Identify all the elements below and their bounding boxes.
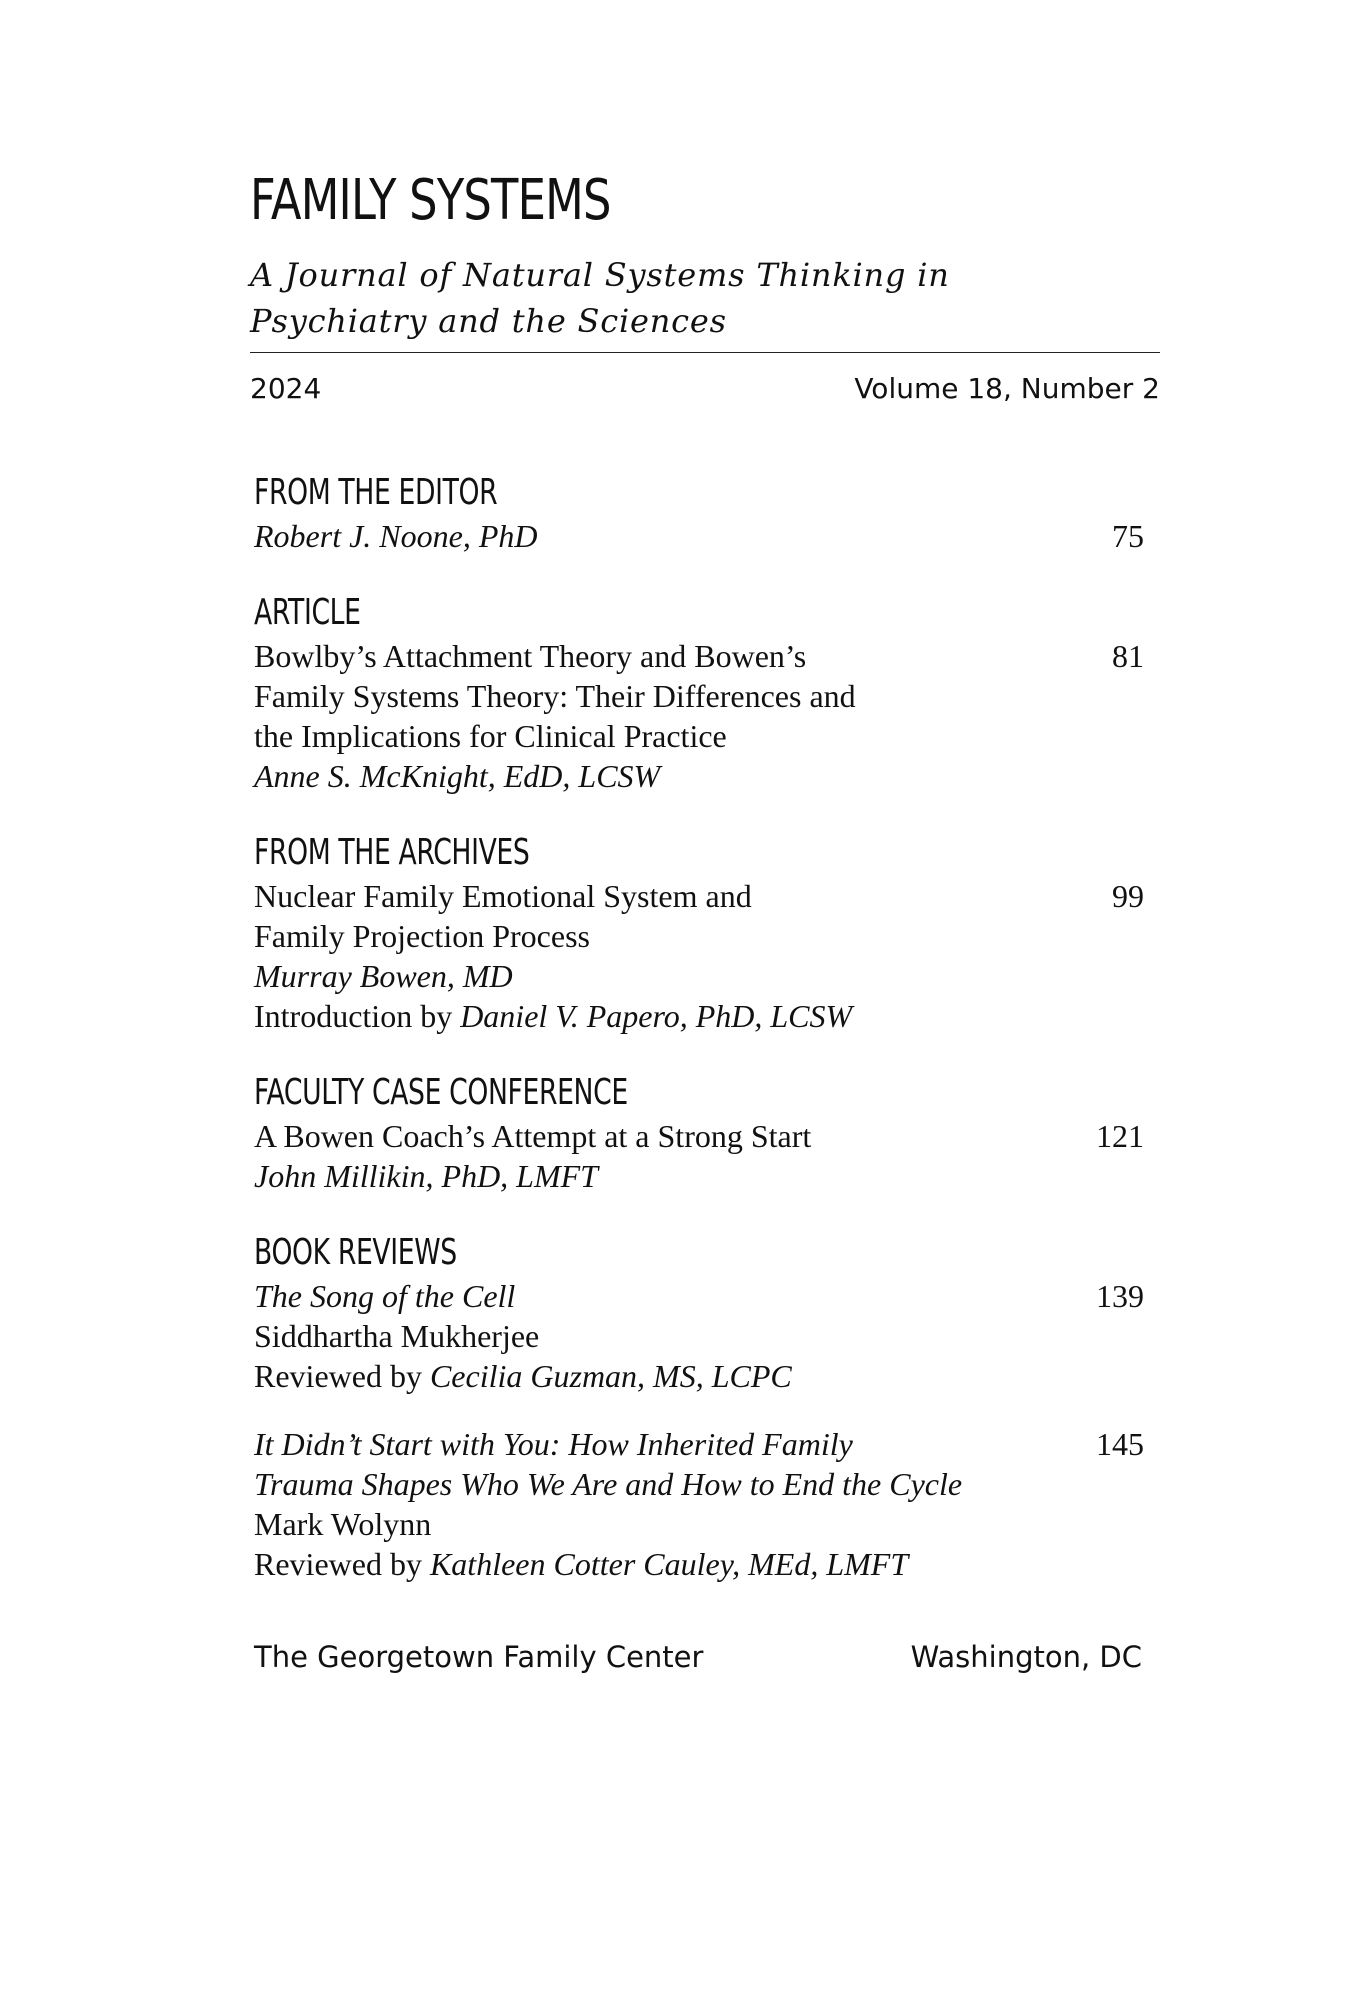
header-divider (250, 352, 1160, 353)
publisher-location: Washington, DC (910, 1640, 1142, 1674)
entry-author: Murray Bowen, MD (254, 958, 513, 994)
toc-entry (254, 1424, 1144, 1584)
entry-title-line: Nuclear Family Emotional System and (254, 878, 752, 914)
page-number: 121 (1096, 1118, 1144, 1154)
entry-title-line: Family Systems Theory: Their Differences and (254, 678, 856, 714)
intro-prefix: Introduction by (254, 998, 461, 1034)
book-title: It Didn’t Start with You: How Inherited Family (254, 1426, 853, 1462)
book-title: Trauma Shapes Who We Are and How to End the Cycle (254, 1466, 963, 1502)
book-author: Siddhartha Mukherjee (254, 1318, 540, 1354)
reviewer: Cecilia Guzman, MS, LCPC (429, 1358, 792, 1394)
table-of-contents (254, 470, 1144, 1618)
entry-author: Anne S. McKnight, EdD, LCSW (254, 758, 661, 794)
entry-author: John Millikin, PhD, LMFT (254, 1158, 598, 1194)
page-number: 81 (1112, 638, 1144, 674)
entry-title-line: Bowlby’s Attachment Theory and Bowen’s (254, 638, 807, 674)
toc-entry (254, 636, 1144, 796)
section-title: ARTICLE (254, 592, 361, 633)
reviewed-prefix: Reviewed by (254, 1358, 430, 1394)
reviewed-by (254, 1544, 1024, 1584)
section-from-the-archives (254, 830, 1144, 1036)
section-title: FROM THE ARCHIVES (254, 832, 530, 873)
entry-introduction (254, 996, 1024, 1036)
toc-entry (254, 516, 1144, 556)
reviewed-prefix: Reviewed by (254, 1546, 430, 1582)
book-author: Mark Wolynn (254, 1506, 432, 1542)
section-book-reviews (254, 1230, 1144, 1584)
toc-entry (254, 876, 1144, 1036)
subtitle-line: Psychiatry and the Sciences (250, 302, 727, 340)
intro-author: Daniel V. Papero, PhD, LCSW (460, 998, 853, 1034)
journal-title: FAMILY SYSTEMS (250, 168, 611, 233)
page-number: 139 (1096, 1278, 1144, 1314)
section-article (254, 590, 1144, 796)
reviewed-by (254, 1356, 1024, 1396)
issue-year: 2024 (250, 372, 322, 405)
section-from-the-editor (254, 470, 1144, 556)
entry-title-line: the Implications for Clinical Practice (254, 718, 727, 754)
entry-title-line: Family Projection Process (254, 918, 590, 954)
section-title: FROM THE EDITOR (254, 472, 498, 513)
section-title: BOOK REVIEWS (254, 1232, 457, 1273)
page-number: 75 (1112, 518, 1144, 554)
section-faculty-case-conference (254, 1070, 1144, 1196)
page-number: 145 (1096, 1426, 1144, 1462)
publisher-name: The Georgetown Family Center (254, 1640, 704, 1674)
journal-subtitle (250, 252, 1050, 344)
reviewer: Kathleen Cotter Cauley, MEd, LMFT (429, 1546, 909, 1582)
issue-volume: Volume 18, Number 2 (854, 372, 1160, 405)
page-number: 99 (1112, 878, 1144, 914)
entry-author: Robert J. Noone, PhD (254, 518, 538, 554)
subtitle-line: A Journal of Natural Systems Thinking in (250, 256, 950, 294)
toc-entry (254, 1276, 1144, 1396)
book-title: The Song of the Cell (254, 1278, 516, 1314)
entry-title-line: A Bowen Coach’s Attempt at a Strong Start (254, 1118, 812, 1154)
toc-entry (254, 1116, 1144, 1196)
section-title: FACULTY CASE CONFERENCE (254, 1072, 628, 1113)
